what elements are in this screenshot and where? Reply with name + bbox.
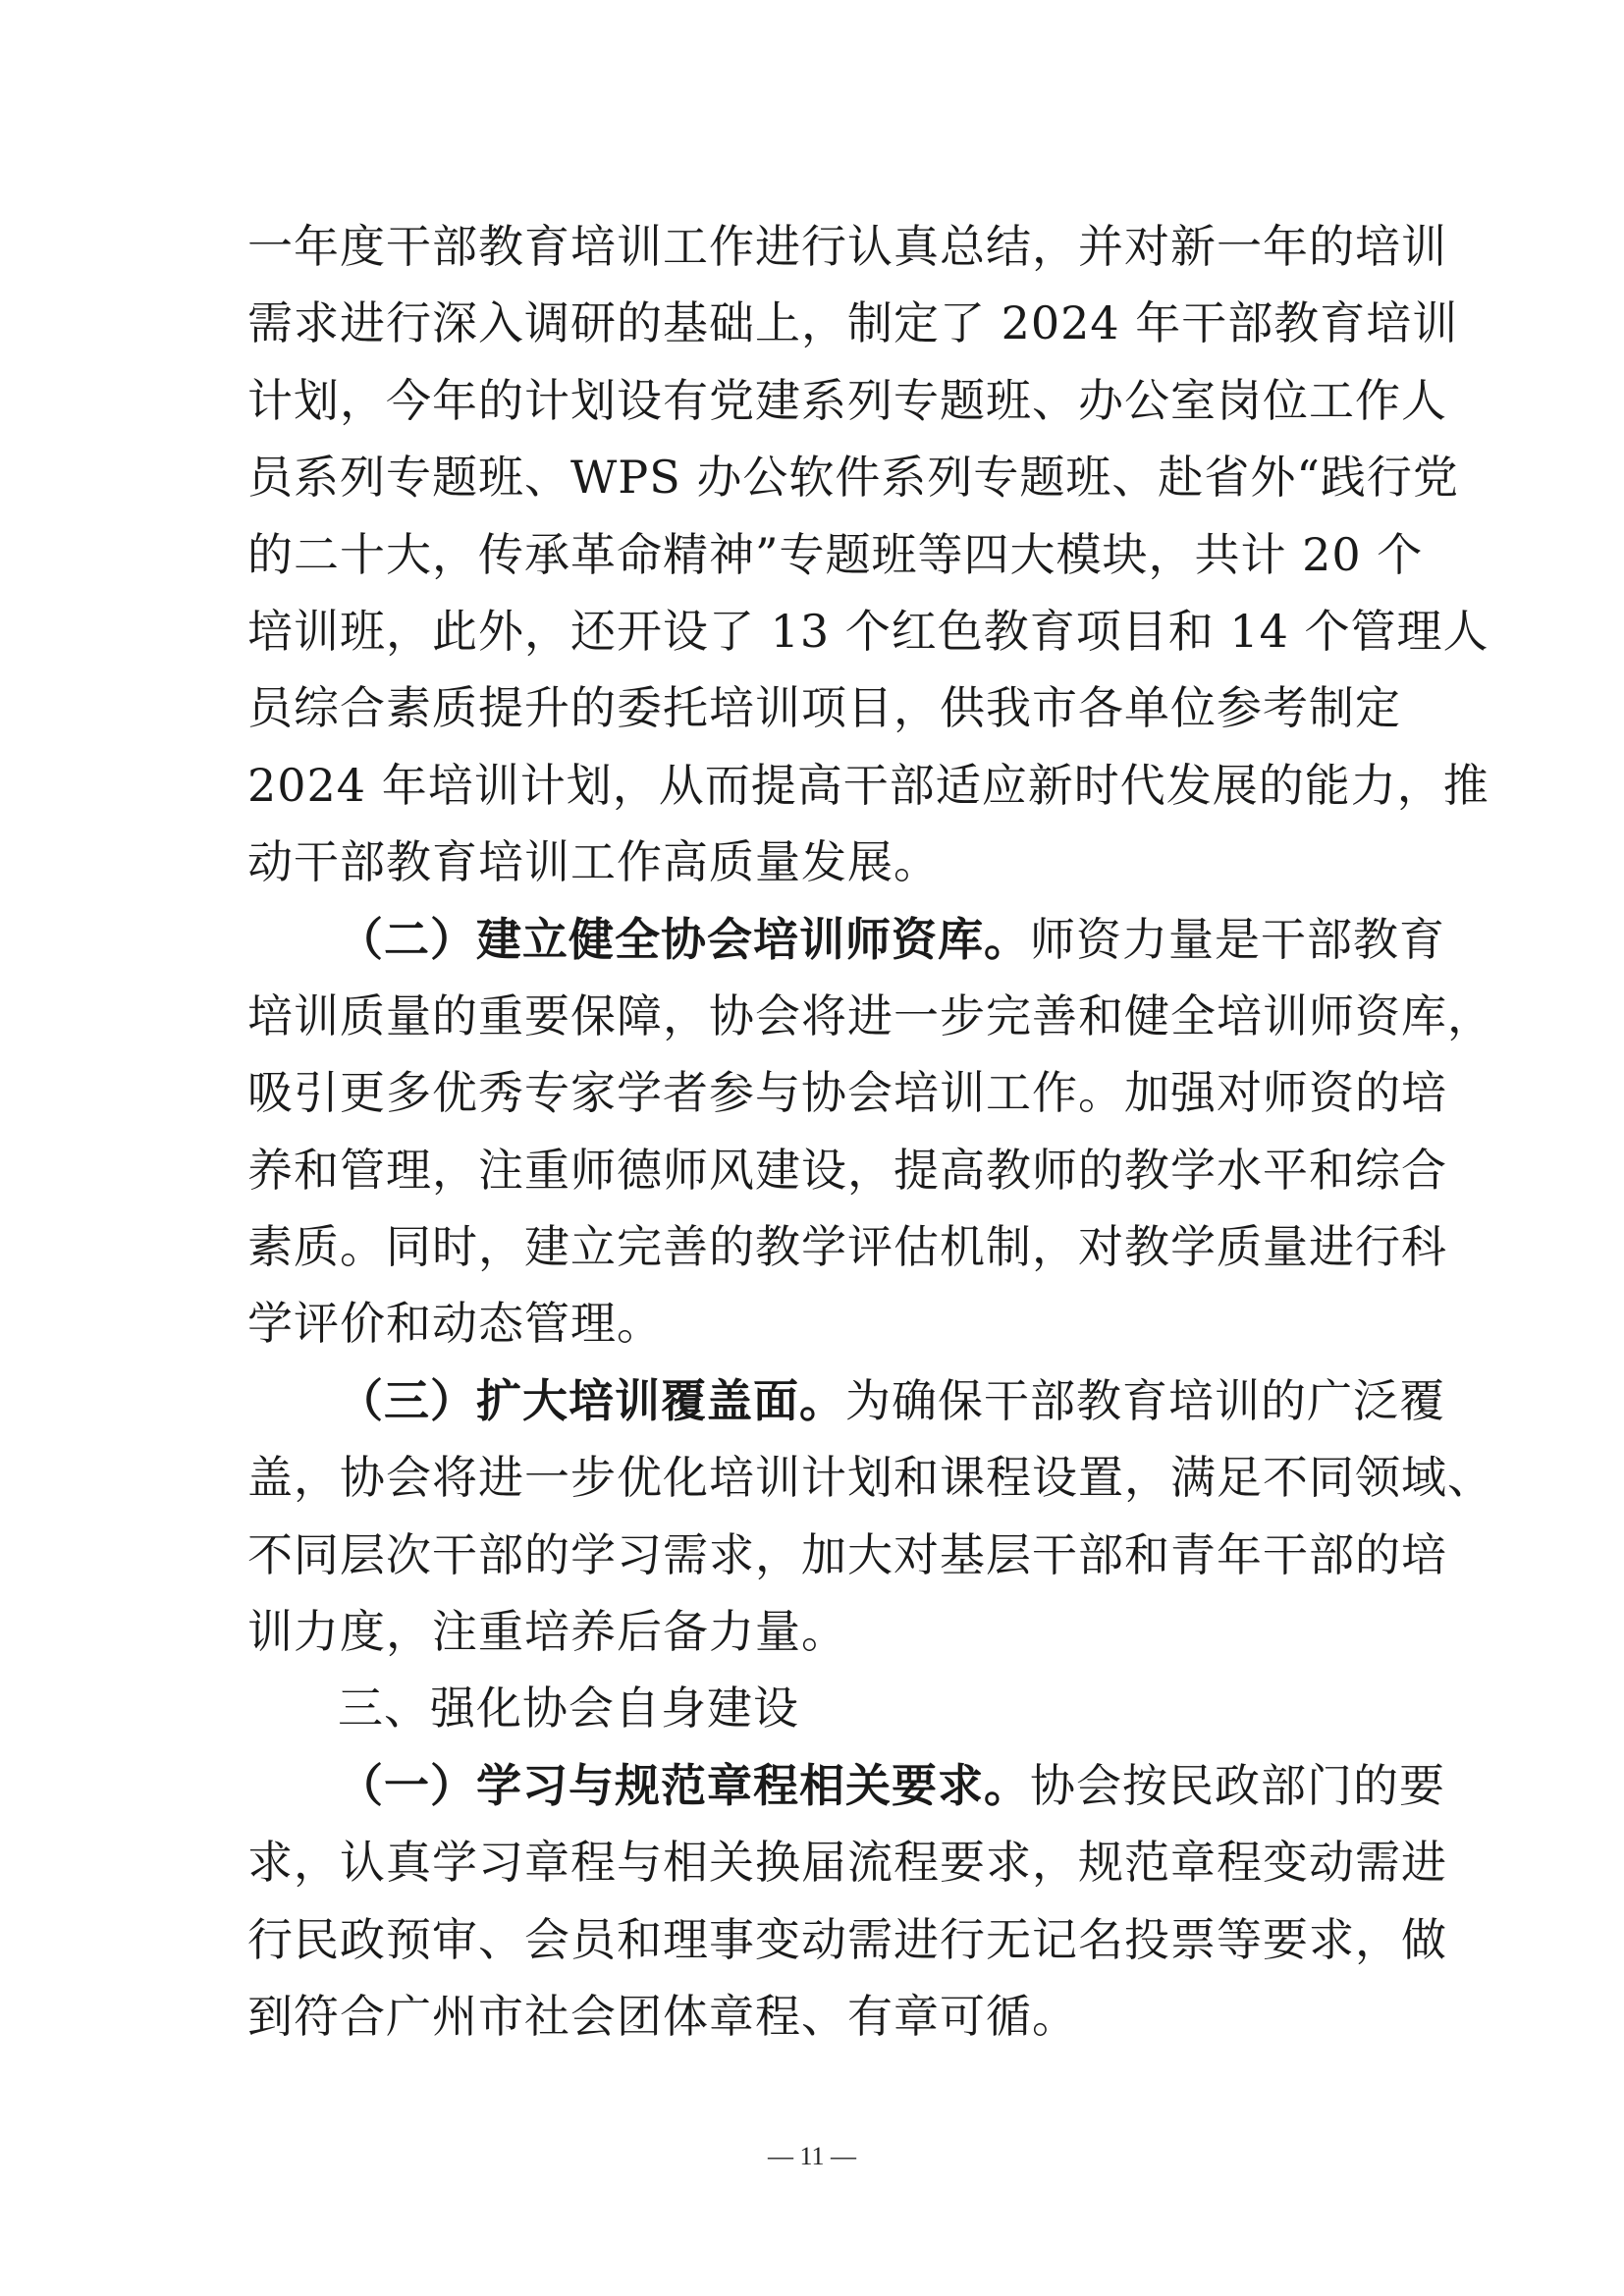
section-3-line: 训力度，注重培养后备力量。 — [247, 1605, 847, 1659]
section-3-line: 不同层次干部的学习需求，加大对基层干部和青年干部的培 — [247, 1527, 1447, 1581]
section-2-line: 学评价和动态管理。 — [247, 1297, 663, 1351]
paragraph-line: 需求进行深入调研的基础上，制定了 2024 年干部教育培训 — [247, 296, 1459, 350]
paragraph-line: 员系列专题班、WPS 办公软件系列专题班、赴省外“践行党 — [247, 451, 1459, 505]
section-3-heading: （三）扩大培训覆盖面。 — [338, 1373, 845, 1427]
page-number: — 11 — — [767, 2142, 857, 2170]
section-2-line: 吸引更多优秀专家学者参与协会培训工作。加强对师资的培 — [247, 1066, 1447, 1120]
paragraph-line: 计划，今年的计划设有党建系列专题班、办公室岗位工作人 — [247, 373, 1447, 427]
section-2-heading: （二）建立健全协会培训师资库。 — [338, 912, 1030, 966]
paragraph-line: 一年度干部教育培训工作进行认真总结，并对新一年的培训 — [247, 220, 1447, 273]
paragraph-line: 员综合素质提升的委托培训项目，供我市各单位参考制定 — [247, 681, 1401, 735]
body-text — [247, 208, 1493, 2055]
section-3-line: 盖，协会将进一步优化培训计划和课程设置，满足不同领域、 — [247, 1451, 1493, 1505]
section-3-first-line — [247, 1362, 1445, 1439]
section-3-text: 为确保干部教育培训的广泛覆 — [845, 1373, 1445, 1427]
section-4-line: 行民政预审、会员和理事变动需进行无记名投票等要求，做 — [247, 1912, 1447, 1966]
section-2-line: 培训质量的重要保障，协会将进一步完善和健全培训师资库， — [247, 988, 1493, 1042]
section-2-first-line — [247, 901, 1445, 978]
section-2-text: 师资力量是干部教育 — [1030, 912, 1445, 966]
section-4-heading: （一）学习与规范章程相关要求。 — [338, 1758, 1030, 1812]
paragraph-line: 培训班，此外，还开设了 13 个红色教育项目和 14 个管理人 — [247, 604, 1489, 658]
paragraph-line: 2024 年培训计划，从而提高干部适应新时代发展的能力，推 — [247, 758, 1489, 812]
section-2-line: 素质。同时，建立完善的教学评估机制，对教学质量进行科 — [247, 1220, 1447, 1274]
paragraph-line: 的二十大，传承革命精神”专题班等四大模块，共计 20 个 — [247, 527, 1424, 581]
section-2-line: 养和管理，注重师德师风建设，提高教师的教学水平和综合 — [247, 1143, 1447, 1197]
chapter-heading: 三、强化协会自身建设 — [338, 1682, 799, 1735]
section-4-text: 协会按民政部门的要 — [1030, 1758, 1445, 1812]
section-4-line: 到符合广州市社会团体章程、有章可循。 — [247, 1989, 1078, 2043]
section-4-first-line — [247, 1747, 1445, 1824]
paragraph-line: 动干部教育培训工作高质量发展。 — [247, 835, 940, 889]
section-4-line: 求，认真学习章程与相关换届流程要求，规范章程变动需进 — [247, 1836, 1447, 1890]
